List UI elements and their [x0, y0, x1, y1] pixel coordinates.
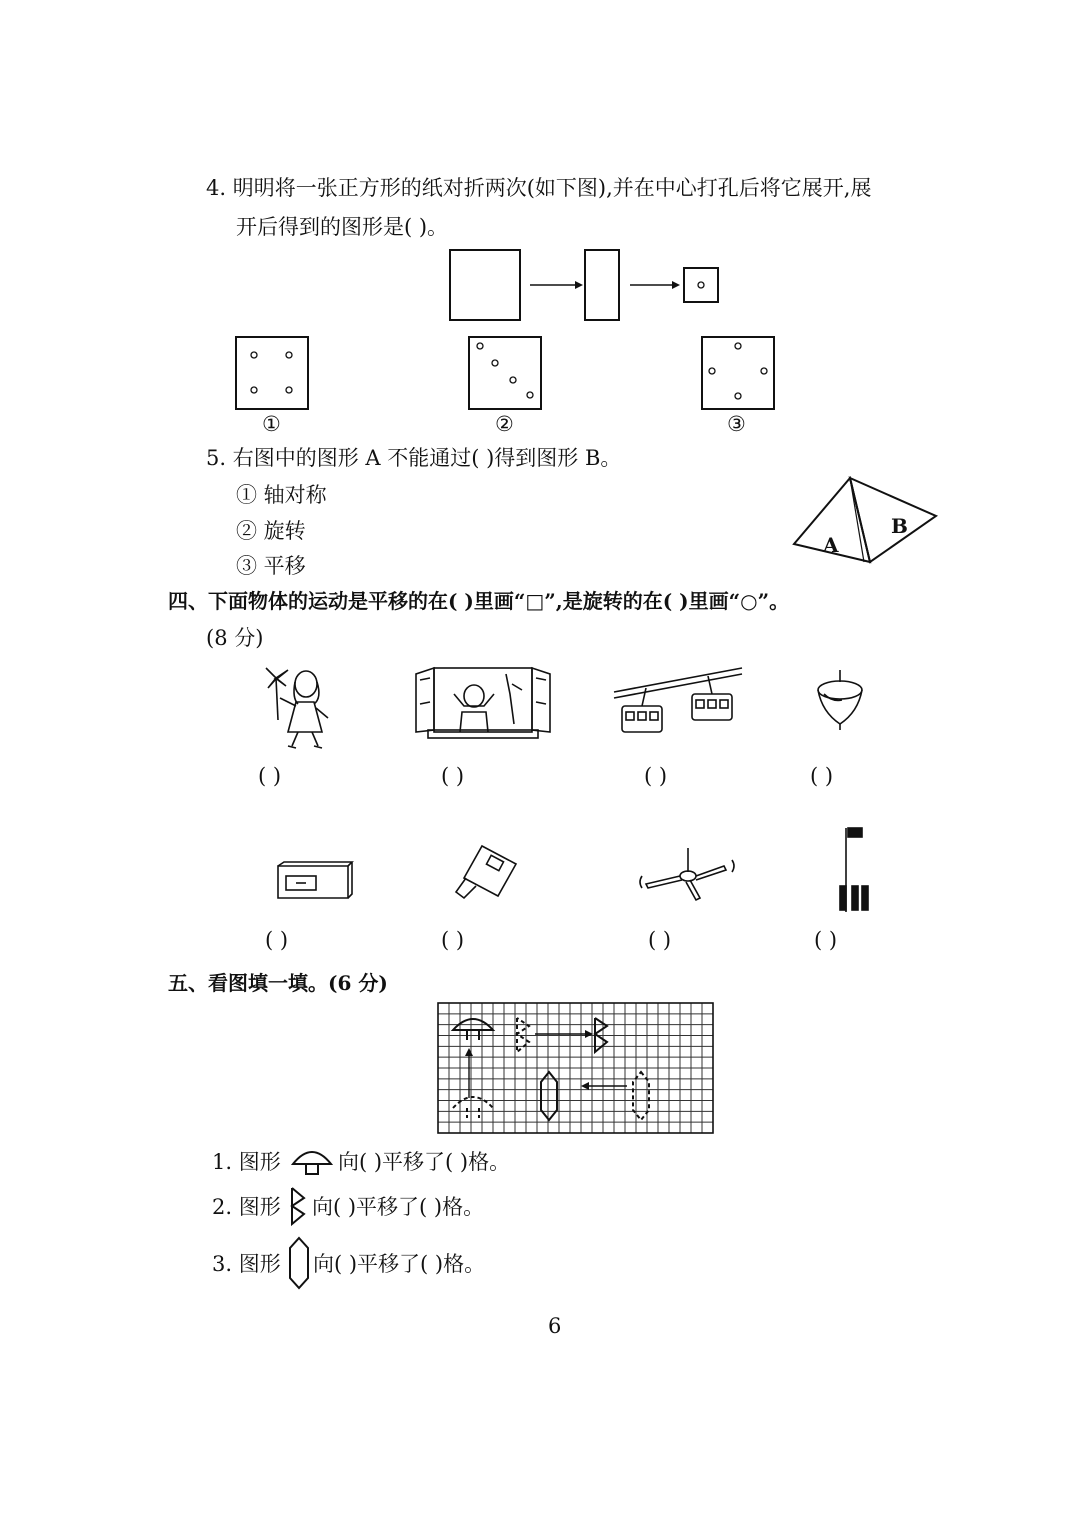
mushroom-icon	[290, 1144, 334, 1176]
flag-shape-icon	[288, 1186, 308, 1226]
blank-row1-3[interactable]: ( )	[644, 764, 668, 788]
s5-item1-text[interactable]: 向( )平移了( )格。	[338, 1150, 511, 1174]
q4-line2: 开后得到的图形是( )。	[236, 215, 449, 239]
blank-row1-2[interactable]: ( )	[441, 764, 465, 788]
window-picture	[414, 664, 552, 742]
s5-item2-prefix: 2. 图形	[212, 1195, 281, 1219]
section4-title: 四、下面物体的运动是平移的在( )里画“□”,是旋转的在( )里画“○”。	[168, 589, 790, 613]
q5-stem: 5. 右图中的图形 A 不能通过( )得到图形 B。	[206, 446, 622, 470]
half-fold	[585, 250, 619, 320]
option-1-figure	[235, 336, 311, 412]
section5-title: 五、看图填一填。(6 分)	[168, 971, 388, 995]
s5-item3-text[interactable]: 向( )平移了( )格。	[313, 1252, 486, 1276]
option-2-figure	[468, 336, 544, 412]
spinning-top-picture	[812, 668, 870, 730]
s5-item3-prefix: 3. 图形	[212, 1252, 281, 1276]
page-number: 6	[548, 1314, 562, 1338]
q4-line1: 4. 明明将一张正方形的纸对折两次(如下图),并在中心打孔后将它展开,展	[206, 176, 872, 200]
q5-option-1[interactable]: ① 轴对称	[236, 483, 327, 507]
blank-row1-4[interactable]: ( )	[810, 764, 834, 788]
option-3-figure	[701, 336, 777, 412]
flag-raising-picture	[834, 824, 874, 914]
translation-grid-diagram	[437, 1002, 715, 1136]
blank-row2-4[interactable]: ( )	[814, 928, 838, 952]
q5-option-3[interactable]: ③ 平移	[236, 554, 306, 578]
option-2-label[interactable]: ②	[495, 412, 514, 436]
s5-item1-prefix: 1. 图形	[212, 1150, 281, 1174]
punch-hole	[698, 282, 704, 288]
girl-pinwheel-picture	[262, 658, 340, 754]
s5-item2-text[interactable]: 向( )平移了( )格。	[312, 1195, 485, 1219]
blank-row2-1[interactable]: ( )	[265, 928, 289, 952]
blank-row2-2[interactable]: ( )	[441, 928, 465, 952]
drawer-picture	[276, 860, 354, 902]
sharpener-picture	[454, 842, 520, 904]
ceiling-fan-picture	[638, 846, 738, 904]
label-a: A	[823, 533, 839, 557]
cable-car-picture	[612, 664, 744, 746]
quarter-fold	[684, 268, 718, 302]
full-square	[450, 250, 520, 320]
label-b: B	[891, 514, 908, 538]
option-3-label[interactable]: ③	[727, 412, 746, 436]
section4-score: (8 分)	[206, 626, 264, 650]
blank-row1-1[interactable]: ( )	[258, 764, 282, 788]
hexagon-icon	[287, 1236, 311, 1290]
blank-row2-3[interactable]: ( )	[648, 928, 672, 952]
option-1-label[interactable]: ①	[262, 412, 281, 436]
mushroom-shape	[453, 1019, 493, 1040]
q5-option-2[interactable]: ② 旋转	[236, 519, 306, 543]
grid-lines	[438, 1003, 713, 1133]
triangles-a-b-figure	[790, 476, 940, 572]
fold-sequence-diagram	[440, 244, 740, 328]
